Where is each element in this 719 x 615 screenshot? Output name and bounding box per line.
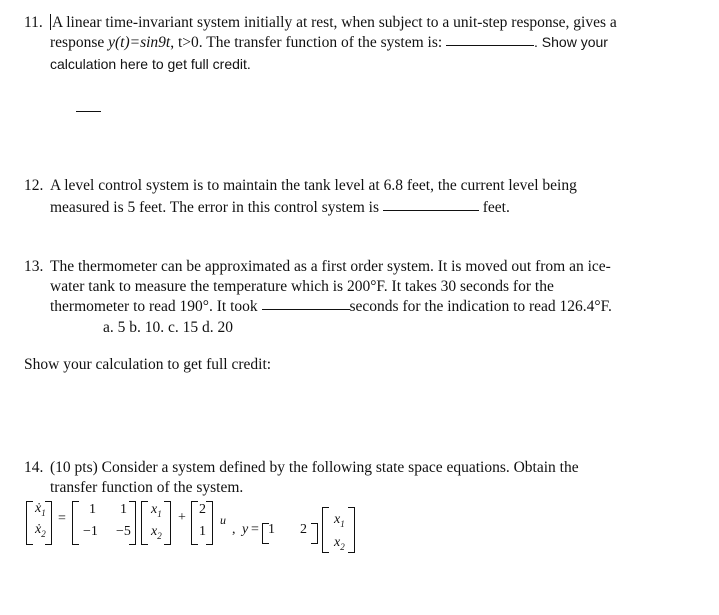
q12-answer-blank[interactable]	[383, 210, 479, 211]
q13-line1: The thermometer can be approximated as a first order system. It is moved out from an ice-	[50, 258, 611, 275]
b-vector-1: 2	[199, 502, 206, 517]
q13-choices: a. 5 b. 10. c. 15 d. 20	[103, 319, 234, 336]
output-equals: =	[251, 522, 259, 537]
x2-1: $x_1$	[334, 512, 345, 529]
a-matrix-11: 1	[89, 502, 96, 517]
q11-line1: A linear time-invariant system initially at rest, when subject to a unit-step response, gives a	[52, 14, 617, 31]
q11-answer-blank[interactable]	[446, 45, 534, 46]
output-y: y	[242, 522, 249, 537]
c-vector-2: 2	[300, 522, 307, 537]
q14-line2: transfer function of the system.	[50, 479, 244, 496]
q13-line3: thermometer to read 190°. It took seconds for the indication to read 126.4°F.	[50, 298, 612, 315]
comma: ,	[232, 522, 236, 537]
q13-show-work: Show your calculation to get full credit:	[24, 356, 272, 373]
b-vector-bracket-right	[206, 501, 213, 545]
b-vector-bracket-left	[191, 501, 198, 545]
q12-number: 12.	[24, 177, 44, 194]
q13-answer-blank[interactable]	[262, 309, 350, 310]
a-matrix-22: −5	[116, 524, 131, 539]
x-2: $x_2$	[151, 524, 162, 541]
x-1: $x_1$	[151, 502, 162, 519]
q11-number: 11.	[24, 14, 43, 31]
q12-line1: A level control system is to maintain the tank level at 6.8 feet, the current level being	[50, 177, 577, 194]
xdot-bracket-left	[26, 501, 33, 545]
x2-2: $x_2$	[334, 535, 345, 552]
x-vector-bracket-left	[141, 501, 148, 545]
a-matrix-21: −1	[83, 524, 98, 539]
a-matrix-bracket-left	[72, 501, 79, 545]
q13-line2: water tank to measure the temperature which is 200°F. It takes 30 seconds for the	[50, 278, 554, 295]
q11-response-formula: y(t)=sin9t	[108, 34, 171, 51]
c-vector-bracket-right	[311, 523, 318, 544]
q13-number: 13.	[24, 258, 44, 275]
q11-work-line	[76, 111, 101, 112]
b-vector-2: 1	[199, 524, 206, 539]
c-vector-1: 1	[268, 522, 275, 537]
text-cursor	[50, 14, 51, 30]
xdot-1: ẋ$_1$	[35, 501, 46, 518]
xdot-bracket-right	[45, 501, 52, 545]
x2-vector-bracket-right	[348, 507, 355, 553]
x2-vector-bracket-left	[322, 507, 329, 553]
equals-sign: =	[58, 511, 66, 526]
a-matrix-bracket-right	[129, 501, 136, 545]
q14-number: 14.	[24, 459, 44, 476]
q11-line2: response y(t)=sin9t, t>0. The transfer function of the system is: . Show your	[50, 34, 608, 51]
a-matrix-12: 1	[120, 502, 127, 517]
q12-line2: measured is 5 feet. The error in this control system is feet.	[50, 199, 510, 216]
q11-line3: calculation here to get full credit.	[50, 56, 251, 72]
plus-sign: +	[178, 510, 186, 525]
input-u: u	[220, 513, 226, 527]
x-vector-bracket-right	[164, 501, 171, 545]
xdot-2: ẋ$_2$	[35, 522, 46, 539]
q14-line1: (10 pts) Consider a system defined by the following state space equations. Obtain the	[50, 459, 579, 476]
